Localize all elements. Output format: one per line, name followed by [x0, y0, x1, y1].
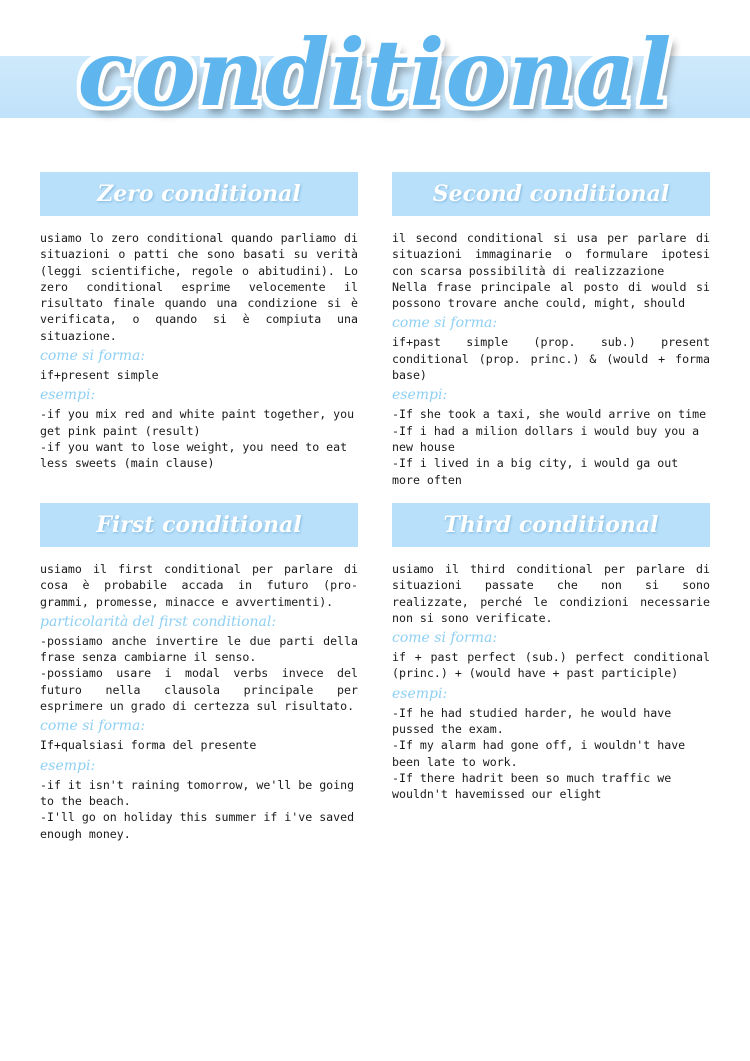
section-intro: il second conditional si usa per parlare di situazioni immaginarie o formulare ipotesi con scarsa possibilità di realizzazione	[392, 231, 710, 278]
form-label: come si forma:	[392, 315, 498, 332]
example-item: -If my alarm had gone off, i wouldn't have been late to work.	[392, 738, 686, 769]
examples-label: esempi:	[40, 757, 96, 774]
section-intro: usiamo il third conditional per parlare di situazioni passate che non si sono realizzate, perché le condizioni necessarie non si sono verificate.	[392, 562, 710, 625]
form-label: come si forma:	[40, 348, 146, 365]
example-item: -If there hadrit been so much traffic we wouldn't havemissed our elight	[392, 770, 672, 802]
example-item: -if you want to lose weight, you need to eat less sweets (main clause)	[40, 439, 348, 471]
special-item: -possiamo usare i modal verbs invece del futuro nella clausola principale per esprimere un grado di certezza sul risultato.	[40, 666, 358, 714]
section-third-conditional	[392, 503, 710, 803]
section-heading: Second conditional	[392, 172, 710, 216]
section-intro-note: Nella frase principale al posto di would si possono trovare anche could, might, should	[392, 279, 710, 311]
form-text: if + past perfect (sub.) perfect conditional (princ.) + (would have + past participle)	[392, 650, 710, 681]
section-intro: usiamo lo zero conditional quando parliamo di situazioni o patti che sono basati su verità (leggi scientifiche, regole o abitudini). Lo zero conditional esprime velocemente il risultato finale quando una condizione si è verificata, o quando si è compiuta una situazione.	[40, 231, 358, 343]
form-text: if+present simple	[40, 368, 159, 383]
examples-label: esempi:	[392, 685, 448, 702]
section-heading: First conditional	[40, 503, 358, 547]
example-item: -If he had studied harder, he would have pussed the exam.	[392, 705, 672, 737]
special-label: particolarità del first conditional:	[40, 613, 277, 630]
section-first-conditional	[40, 503, 358, 842]
example-item: -If i had a milion dollars i would buy you a new house	[392, 423, 700, 454]
examples-label: esempi:	[40, 387, 96, 404]
form-text: If+qualsiasi forma del presente	[40, 738, 257, 753]
section-second-conditional	[392, 172, 710, 488]
section-heading: Third conditional	[392, 503, 710, 547]
example-item: -I'll go on holiday this summer if i've saved enough money.	[40, 810, 355, 841]
example-item: -If i lived in a big city, i would ga out more often	[392, 456, 679, 487]
special-item: -possiamo anche invertire le due parti della frase senza cambiarne il senso.	[40, 633, 358, 665]
examples-label: esempi:	[392, 387, 448, 404]
example-item: -If she took a taxi, she would arrive on time	[392, 407, 707, 422]
example-item: -if you mix red and white paint together, you get pink paint (result)	[40, 407, 355, 438]
page-title: conditional	[77, 19, 673, 127]
example-item: -if it isn't raining tomorrow, we'll be going to the beach.	[40, 777, 355, 808]
section-zero-conditional	[40, 172, 358, 472]
form-label: come si forma:	[40, 718, 146, 735]
section-heading: Zero conditional	[40, 172, 358, 216]
section-intro: usiamo il first conditional per parlare di cosa è probabile accada in futuro (pro-grammi, promesse, minacce e avvertimenti).	[40, 562, 358, 609]
form-label: come si forma:	[392, 630, 498, 647]
form-text: if+past simple (prop. sub.) present conditional (prop. princ.) & (would + forma base)	[392, 335, 710, 383]
